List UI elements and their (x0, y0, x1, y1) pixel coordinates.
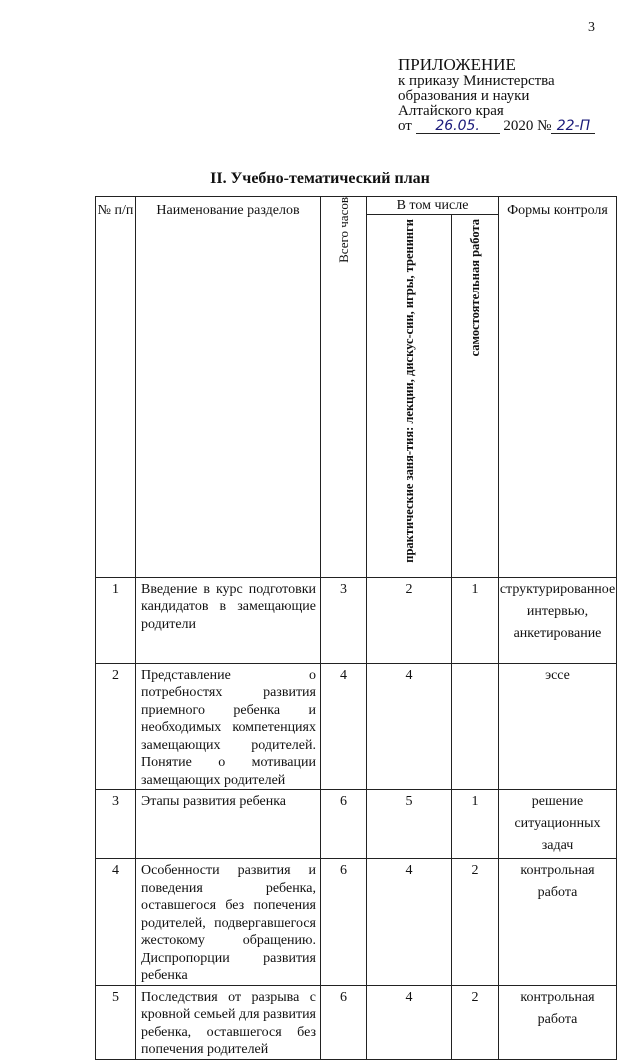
row-name: Особенности развития и поведения ребенка, оставшегося без попечения родителей, подвергавшегося жестокому обращению. Диспропорции развития ребенка (136, 859, 321, 986)
header-independent (452, 215, 499, 578)
page-number: 3 (588, 20, 595, 35)
row-practical: 2 (367, 577, 452, 663)
header-control: Формы контроля (499, 197, 617, 578)
header-total-text: Всего часов (335, 197, 351, 263)
appendix-line-3: Алтайского края (398, 103, 504, 119)
table-row (96, 859, 617, 986)
row-name: Этапы развития ребенка (136, 790, 321, 859)
table-row (96, 790, 617, 859)
curriculum-table (95, 196, 617, 1060)
row-independent (452, 663, 499, 790)
row-independent: 2 (452, 985, 499, 1059)
row-independent: 1 (452, 577, 499, 663)
appendix-line-2: образования и науки (398, 88, 530, 104)
handwritten-order-number: 22-П (551, 120, 595, 134)
row-practical: 4 (367, 985, 452, 1059)
order-date-line (398, 119, 595, 134)
appendix-title: ПРИЛОЖЕНИЕ (398, 55, 516, 74)
row-num: 3 (96, 790, 136, 859)
row-name: Последствия от разрыва с кровной семьей для развития ребенка, оставшегося без попечения родителей (136, 985, 321, 1059)
row-total: 6 (321, 790, 367, 859)
row-practical: 4 (367, 859, 452, 986)
row-control: контрольная работа (499, 859, 617, 986)
header-independent-text: самостоятельная работа (468, 219, 482, 357)
handwritten-date: 26.05. (416, 120, 500, 134)
year-label: 2020 № (503, 118, 552, 134)
row-practical: 5 (367, 790, 452, 859)
appendix-line-1: к приказу Министерства (398, 73, 555, 89)
header-total (321, 197, 367, 578)
header-practical-text: практические заня-тия: лекции, дискус-сии, игры, тренинги (402, 219, 416, 563)
table-row (96, 663, 617, 790)
row-control: решение ситуационных задач (499, 790, 617, 859)
from-label: от (398, 118, 412, 134)
row-num: 5 (96, 985, 136, 1059)
header-num: № п/п (96, 197, 136, 578)
row-total: 3 (321, 577, 367, 663)
header-practical (367, 215, 452, 578)
header-name: Наименование разделов (136, 197, 321, 578)
row-name: Введение в курс подготовки кандидатов в замещающие родители (136, 577, 321, 663)
row-independent: 2 (452, 859, 499, 986)
row-control: эссе (499, 663, 617, 790)
row-total: 6 (321, 859, 367, 986)
row-name: Представление о потребностях развития приемного ребенка и необходимых компетенциях замещающих родителей. Понятие о мотивации замещающих родителей (136, 663, 321, 790)
row-independent: 1 (452, 790, 499, 859)
row-num: 1 (96, 577, 136, 663)
row-practical: 4 (367, 663, 452, 790)
row-total: 6 (321, 985, 367, 1059)
row-total: 4 (321, 663, 367, 790)
row-num: 2 (96, 663, 136, 790)
appendix-block (398, 56, 595, 134)
table-row (96, 985, 617, 1059)
table-row (96, 577, 617, 663)
header-including: В том числе (367, 197, 499, 215)
row-num: 4 (96, 859, 136, 986)
row-control: структурированное интервью, анкетирование (499, 577, 617, 663)
row-control: контрольная работа (499, 985, 617, 1059)
section-title: II. Учебно-тематический план (210, 170, 430, 187)
